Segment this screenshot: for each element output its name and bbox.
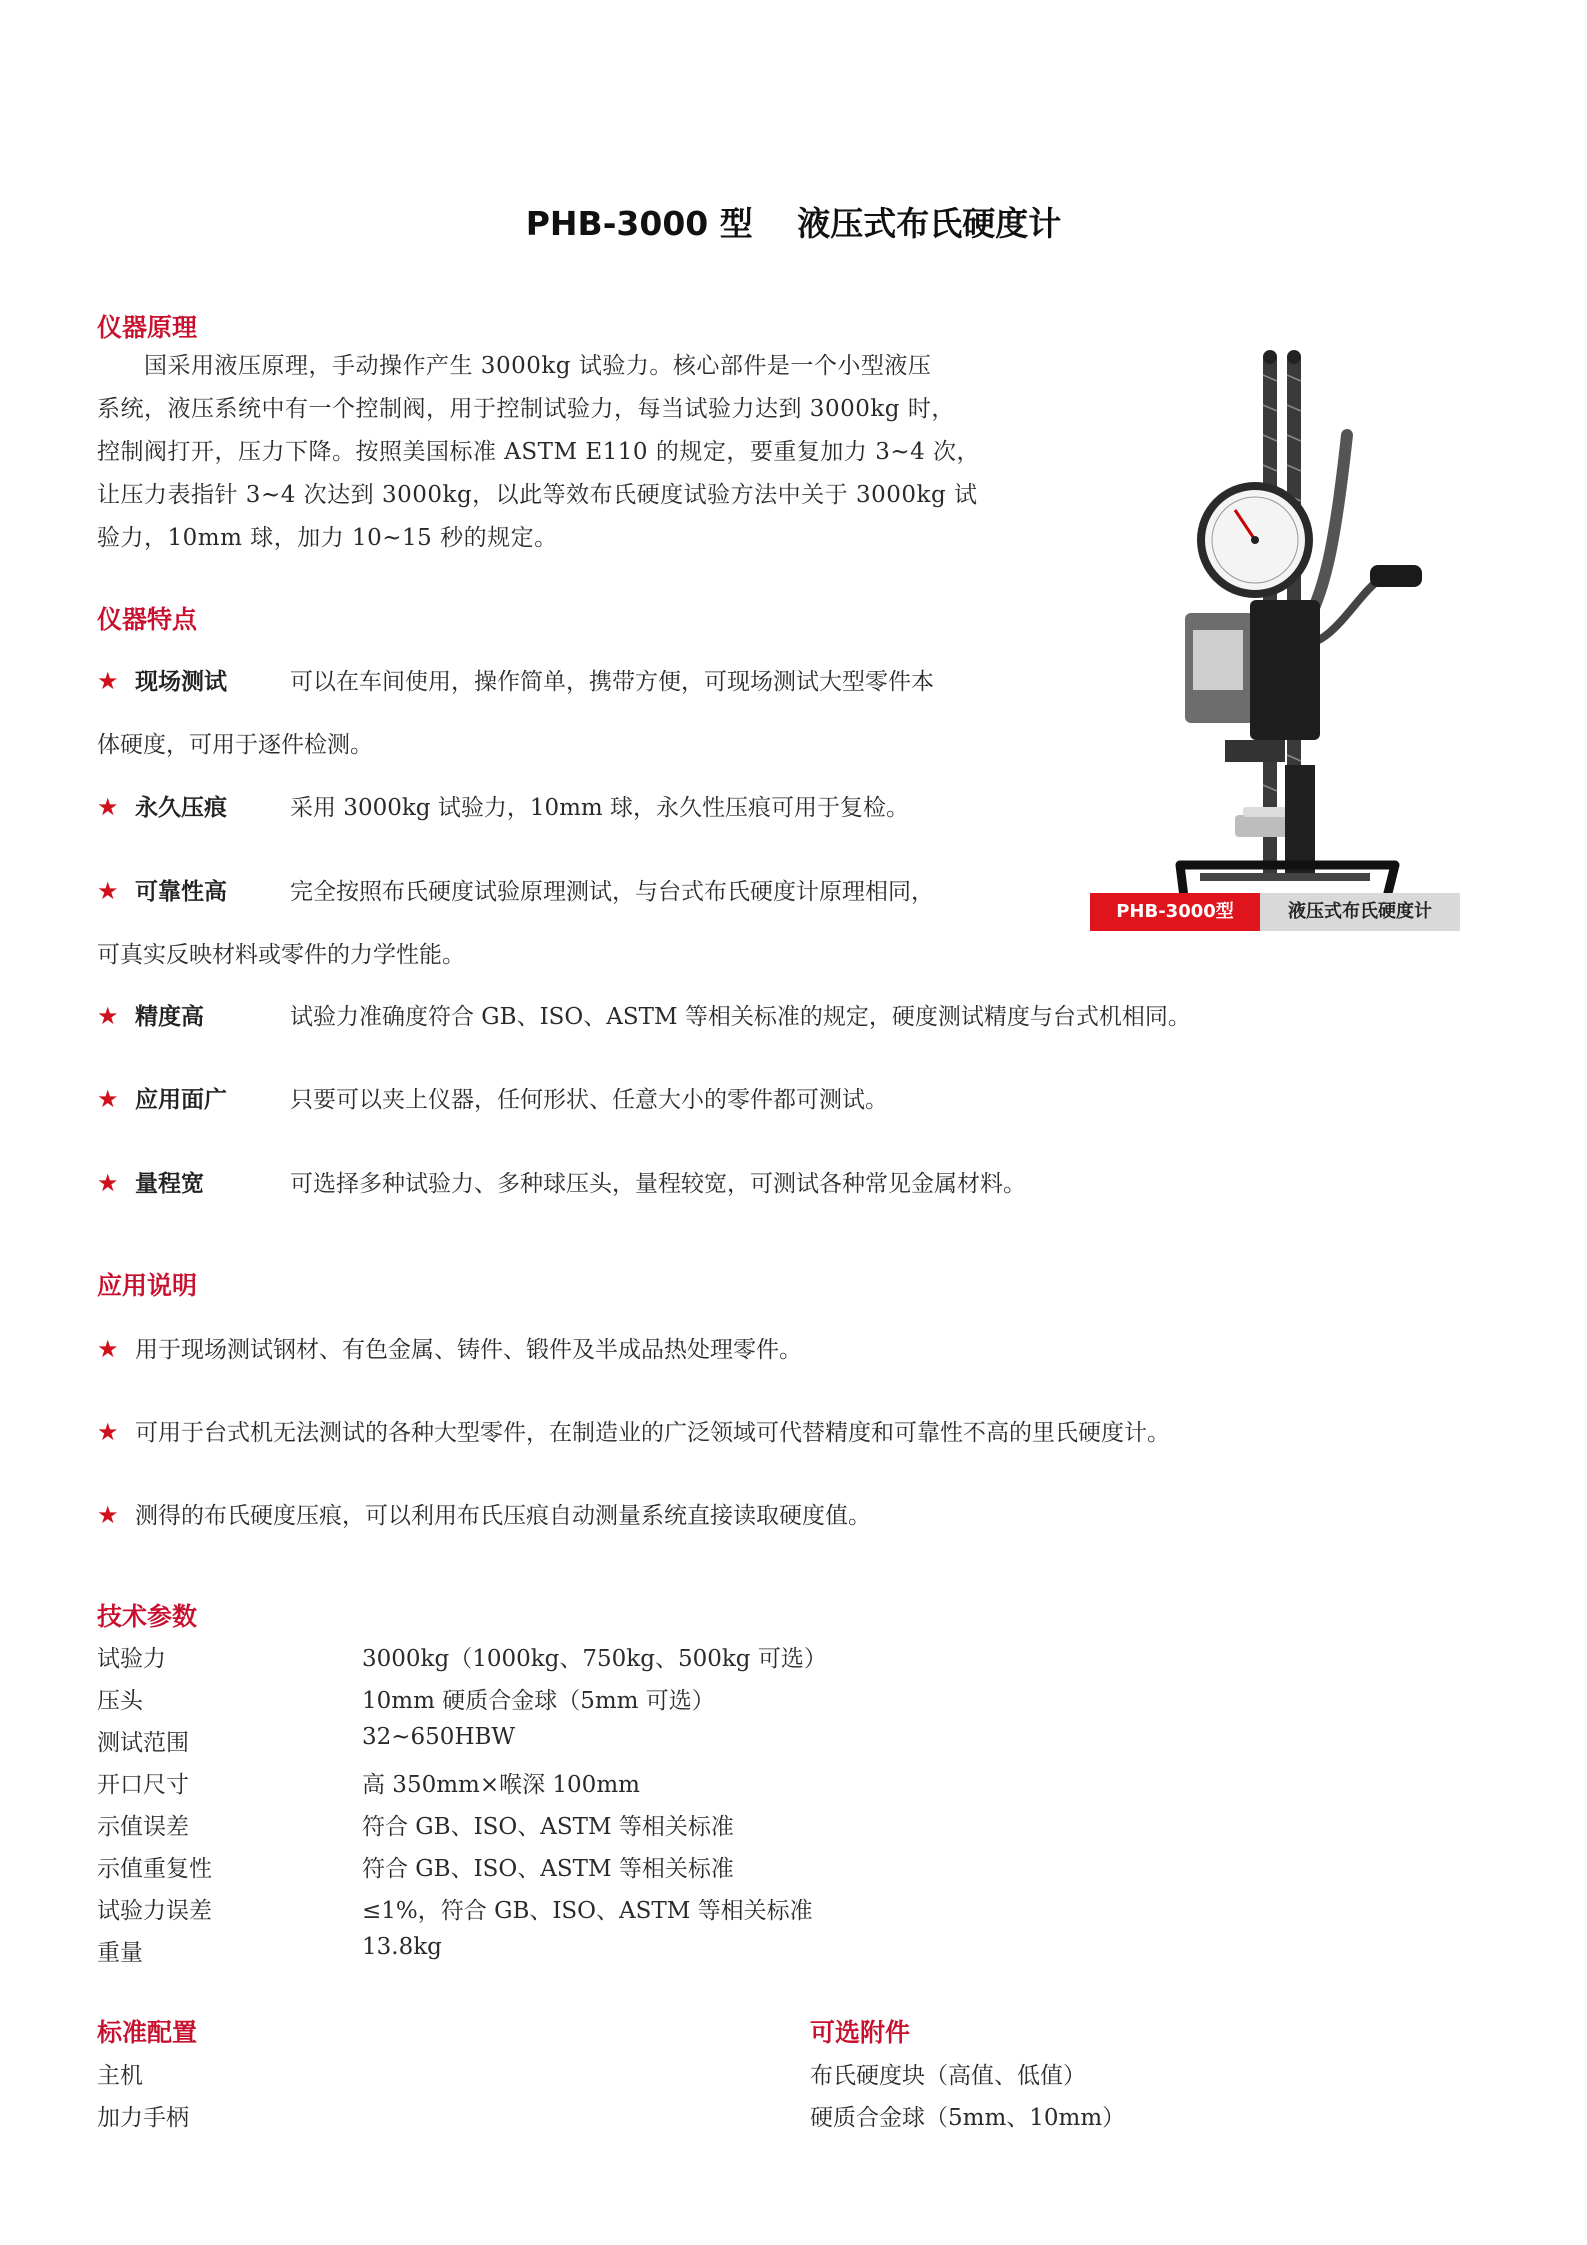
star-icon: ★ <box>97 1085 119 1113</box>
spec-label: 示值误差 <box>97 1814 189 1840</box>
spec-row <box>97 1766 997 1808</box>
feature-item <box>97 789 909 822</box>
spec-value: 13.8kg <box>362 1934 442 1960</box>
star-icon: ★ <box>97 1169 119 1197</box>
feature-title: 永久压痕 <box>135 795 227 821</box>
feature-item <box>97 1165 1026 1198</box>
spec-label: 试验力 <box>97 1646 166 1672</box>
feature-title: 应用面广 <box>135 1087 227 1113</box>
application-item <box>97 1331 802 1364</box>
star-icon: ★ <box>97 1418 119 1446</box>
feature-item <box>97 1081 888 1114</box>
principle-line: 国采用液压原理，手动操作产生 3000kg 试验力。核心部件是一个小型液压 <box>97 353 932 379</box>
feature-item <box>97 663 934 696</box>
spec-row <box>97 1850 997 1892</box>
feature-title: 量程宽 <box>135 1171 204 1197</box>
principle-line: 系统，液压系统中有一个控制阀，用于控制试验力，每当试验力达到 3000kg 时， <box>97 396 955 422</box>
spec-value: 3000kg（1000kg、750kg、500kg 可选） <box>362 1646 827 1672</box>
feature-text: 只要可以夹上仪器，任何形状、任意大小的零件都可测试。 <box>290 1087 888 1113</box>
feature-title: 精度高 <box>135 1004 204 1030</box>
star-icon: ★ <box>97 667 119 695</box>
application-heading: 应用说明 <box>97 1271 198 1300</box>
document-title: PHB-3000 型 液压式布氏硬度计 <box>525 204 1062 243</box>
spec-label: 试验力误差 <box>97 1898 212 1924</box>
spec-row <box>97 1892 997 1934</box>
spec-value: 32~650HBW <box>362 1724 516 1750</box>
star-icon: ★ <box>97 1002 119 1030</box>
star-icon: ★ <box>97 877 119 905</box>
spec-value: ≤1%，符合 GB、ISO、ASTM 等相关标准 <box>362 1898 813 1924</box>
caption-model: PHB-3000型 <box>1090 893 1260 931</box>
spec-label: 示值重复性 <box>97 1856 212 1882</box>
principle-line: 验力，10mm 球，加力 10~15 秒的规定。 <box>97 525 558 551</box>
brinell-hardness-tester-illustration <box>1085 345 1465 925</box>
feature-text: 可以在车间使用，操作简单，携带方便，可现场测试大型零件本 <box>290 669 934 695</box>
star-icon: ★ <box>97 1501 119 1529</box>
feature-title: 可靠性高 <box>135 879 227 905</box>
application-text: 用于现场测试钢材、有色金属、铸件、锻件及半成品热处理零件。 <box>135 1337 802 1363</box>
features-heading: 仪器特点 <box>97 605 198 634</box>
product-image <box>1085 345 1465 925</box>
feature-title: 现场测试 <box>135 669 227 695</box>
spec-row <box>97 1682 997 1724</box>
feature-text: 可选择多种试验力、多种球压头，量程较宽，可测试各种常见金属材料。 <box>290 1171 1026 1197</box>
feature-text: 试验力准确度符合 GB、ISO、ASTM 等相关标准的规定，硬度测试精度与台式机相同。 <box>290 1004 1191 1030</box>
spec-value: 符合 GB、ISO、ASTM 等相关标准 <box>362 1856 734 1882</box>
application-item <box>97 1497 871 1530</box>
spec-label: 开口尺寸 <box>97 1772 189 1798</box>
spec-row <box>97 1640 997 1682</box>
optional-accessories-heading: 可选附件 <box>810 2018 911 2047</box>
spec-label: 测试范围 <box>97 1730 189 1756</box>
principle-paragraph <box>97 345 1087 560</box>
application-text: 可用于台式机无法测试的各种大型零件，在制造业的广泛领域可代替精度和可靠性不高的里氏硬度计。 <box>135 1420 1170 1446</box>
figure-caption <box>1090 893 1460 931</box>
feature-text: 采用 3000kg 试验力，10mm 球，永久性压痕可用于复检。 <box>290 795 910 821</box>
principle-line: 控制阀打开，压力下降。按照美国标准 ASTM E110 的规定，要重复加力 3~4 次， <box>97 439 981 465</box>
principle-heading: 仪器原理 <box>97 313 198 342</box>
spec-value: 符合 GB、ISO、ASTM 等相关标准 <box>362 1814 734 1840</box>
star-icon: ★ <box>97 793 119 821</box>
star-icon: ★ <box>97 1335 119 1363</box>
caption-name: 液压式布氏硬度计 <box>1260 893 1460 931</box>
optional-item: 布氏硬度块（高值、低值） <box>810 2063 1086 2089</box>
standard-item: 主机 <box>97 2063 143 2089</box>
feature-item <box>97 873 934 906</box>
spec-row <box>97 1934 997 1976</box>
specs-table <box>97 1640 997 1976</box>
spec-value: 10mm 硬质合金球（5mm 可选） <box>362 1688 715 1714</box>
specs-heading: 技术参数 <box>97 1602 198 1631</box>
feature-continuation: 体硬度，可用于逐件检测。 <box>97 732 373 758</box>
spec-label: 压头 <box>97 1688 143 1714</box>
spec-row <box>97 1808 997 1850</box>
optional-item: 硬质合金球（5mm、10mm） <box>810 2105 1126 2131</box>
feature-continuation: 可真实反映材料或零件的力学性能。 <box>97 942 465 968</box>
spec-label: 重量 <box>97 1940 143 1966</box>
feature-item <box>97 998 1191 1031</box>
principle-line: 让压力表指针 3~4 次达到 3000kg，以此等效布氏硬度试验方法中关于 3000kg 试 <box>97 482 978 508</box>
spec-value: 高 350mm×喉深 100mm <box>362 1772 640 1798</box>
spec-row <box>97 1724 997 1766</box>
application-text: 测得的布氏硬度压痕，可以利用布氏压痕自动测量系统直接读取硬度值。 <box>135 1503 871 1529</box>
application-item <box>97 1414 1170 1447</box>
feature-text: 完全按照布氏硬度试验原理测试，与台式布氏硬度计原理相同， <box>290 879 934 905</box>
standard-config-heading: 标准配置 <box>97 2018 198 2047</box>
standard-item: 加力手柄 <box>97 2105 189 2131</box>
